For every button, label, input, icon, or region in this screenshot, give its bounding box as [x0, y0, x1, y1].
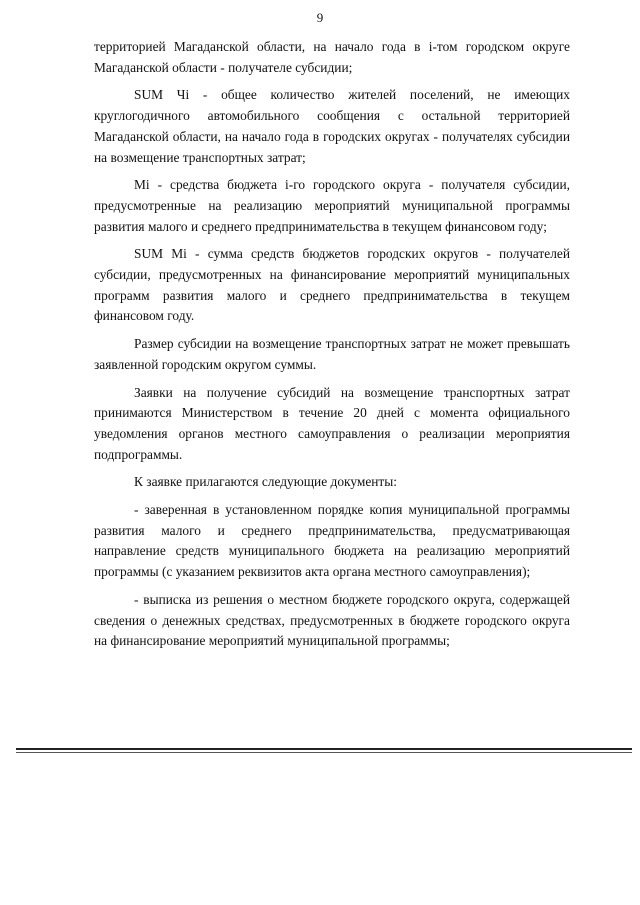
- list-item-document-1: - заверенная в установленном порядке копия муниципальной программы развития малого и среднего предпринимательства, предусматривающая направление средств муниципального бюджета на реализацию мероприятий программы (с указанием реквизитов акта органа местного самоуправления);: [94, 502, 570, 580]
- paragraph-6: Заявки на получение субсидий на возмещение транспортных затрат принимаются Министерством в течение 20 дней с момента официального уведомления органов местного самоуправления о реализации мероприятия подпрограммы.: [94, 384, 570, 462]
- bottom-rule-thin: [16, 752, 632, 753]
- bottom-rule: [16, 748, 632, 750]
- paragraph-3: Мi - средства бюджета i-го городского округа - получателя субсидии, предусмотренные на реализацию мероприятий муниципальной программы развития малого и среднего предпринимательства в текущем финансовом году;: [94, 177, 570, 234]
- paragraph-4: SUM Мi - сумма средств бюджетов городских округов - получателей субсидии, предусмотренных на финансирование мероприятий муниципальных программ развития малого и среднего предпринимательства в текущем финансовом году.: [94, 246, 570, 324]
- paragraph-5: Размер субсидии на возмещение транспортных затрат не может превышать заявленной городским округом суммы.: [94, 336, 570, 372]
- page-number: 9: [316, 10, 324, 25]
- paragraph-7: К заявке прилагаются следующие документы:: [134, 474, 398, 490]
- paragraph-1: территорией Магаданской области, на начало года в i-том городском округе Магаданской области - получателе субсидии;: [94, 39, 570, 75]
- document-body: [94, 37, 570, 659]
- list-item-document-2: - выписка из решения о местном бюджете городского округа, содержащей сведения о денежных средствах, предусмотренных в бюджете городского округа на финансирование мероприятий муниципальной программы;: [94, 591, 570, 649]
- paragraph-2: SUM Чi - общее количество жителей поселений, не имеющих круглогодичного автомобильного сообщения с остальной территорией Магаданской области, на начало года в городских округах - получателях субсидии на возмещение транспортных затрат;: [94, 87, 570, 165]
